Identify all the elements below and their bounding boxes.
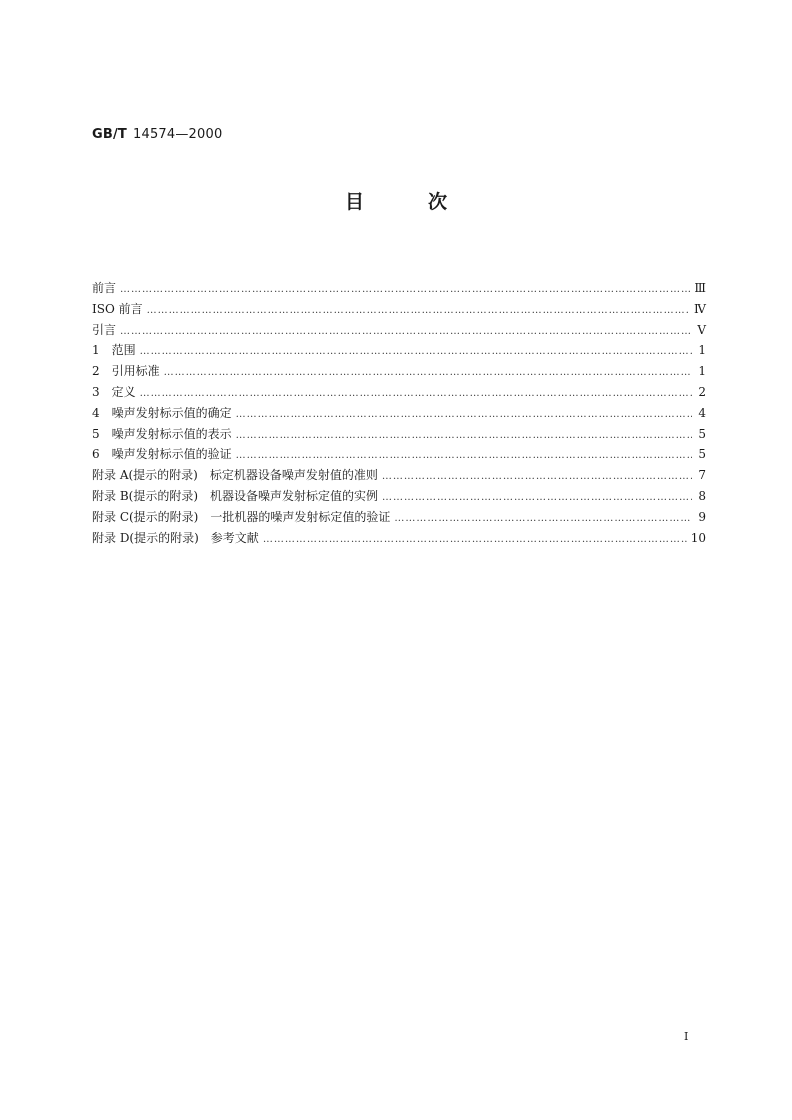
toc-entry-label: 2 引用标准 <box>92 364 160 379</box>
toc-entry[interactable] <box>92 507 706 528</box>
toc-entry-label: 3 定义 <box>92 384 136 399</box>
toc-leader-dots <box>140 342 692 363</box>
standard-code: GB/T <box>92 127 127 142</box>
toc-entry-page: 8 <box>698 488 706 503</box>
toc-entry-label: 附录 D(提示的附录) 参考文献 <box>92 530 259 545</box>
toc-title <box>0 187 792 214</box>
toc-entry-page: 1 <box>698 343 706 358</box>
toc-entry-label: 前言 <box>92 281 117 295</box>
standard-number: 14574—2000 <box>133 127 223 142</box>
toc-title-char-1: 目 <box>344 191 364 213</box>
toc-leader-dots <box>394 509 692 530</box>
toc-entry-page: 5 <box>698 447 706 462</box>
toc-leader-dots <box>140 384 692 405</box>
standard-header <box>92 127 222 142</box>
toc-entry-page: Ⅳ <box>694 301 706 316</box>
toc-entry-label: ISO 前言 <box>92 301 143 316</box>
toc-entry[interactable] <box>92 382 706 403</box>
toc-entry-label: 6 噪声发射标示值的验证 <box>92 447 232 462</box>
toc-leader-dots <box>164 363 692 384</box>
toc-entry-label: 5 噪声发射标示值的表示 <box>92 426 232 441</box>
toc-entry[interactable] <box>92 320 706 341</box>
toc-entry-page: Ⅴ <box>697 322 706 337</box>
toc-leader-dots <box>236 405 692 426</box>
toc-entry-page: 7 <box>698 468 706 483</box>
toc-entry[interactable] <box>92 444 706 465</box>
toc-entry-label: 附录 B(提示的附录) 机器设备噪声发射标定值的实例 <box>92 488 378 503</box>
toc-leader-dots <box>120 280 690 301</box>
toc-entry[interactable] <box>92 528 706 549</box>
toc-entry-page: 9 <box>698 509 706 524</box>
toc-leader-dots <box>382 488 692 509</box>
toc-entry-page: 2 <box>698 384 706 399</box>
toc-entry-label: 4 噪声发射标示值的确定 <box>92 405 232 420</box>
toc-entry-page: 10 <box>690 530 706 545</box>
toc-leader-dots <box>382 467 692 488</box>
toc-entry-page: Ⅲ <box>694 281 706 295</box>
toc-leader-dots <box>120 322 692 343</box>
toc-entry[interactable] <box>92 486 706 507</box>
toc-entry[interactable] <box>92 278 706 299</box>
toc-entry-page: 1 <box>698 364 706 379</box>
toc-entry-page: 5 <box>698 426 706 441</box>
toc-title-char-2: 次 <box>428 191 448 213</box>
toc-entry[interactable] <box>92 361 706 382</box>
toc-entry-label: 1 范围 <box>92 343 136 358</box>
toc-entry[interactable] <box>92 424 706 445</box>
toc-entry-label: 附录 C(提示的附录) 一批机器的噪声发射标定值的验证 <box>92 509 391 524</box>
toc-entry[interactable] <box>92 465 706 486</box>
toc-leader-dots <box>236 446 692 467</box>
toc-entry[interactable] <box>92 299 706 320</box>
toc-leader-dots <box>263 530 687 551</box>
footer-page-number: I <box>684 1030 689 1043</box>
table-of-contents <box>92 278 706 548</box>
toc-entry-page: 4 <box>698 405 706 420</box>
toc-entry-label: 附录 A(提示的附录) 标定机器设备噪声发射值的准则 <box>92 468 378 483</box>
toc-leader-dots <box>236 426 692 447</box>
toc-leader-dots <box>147 301 690 322</box>
toc-entry[interactable] <box>92 403 706 424</box>
toc-entry-label: 引言 <box>92 322 117 337</box>
toc-entry[interactable] <box>92 340 706 361</box>
